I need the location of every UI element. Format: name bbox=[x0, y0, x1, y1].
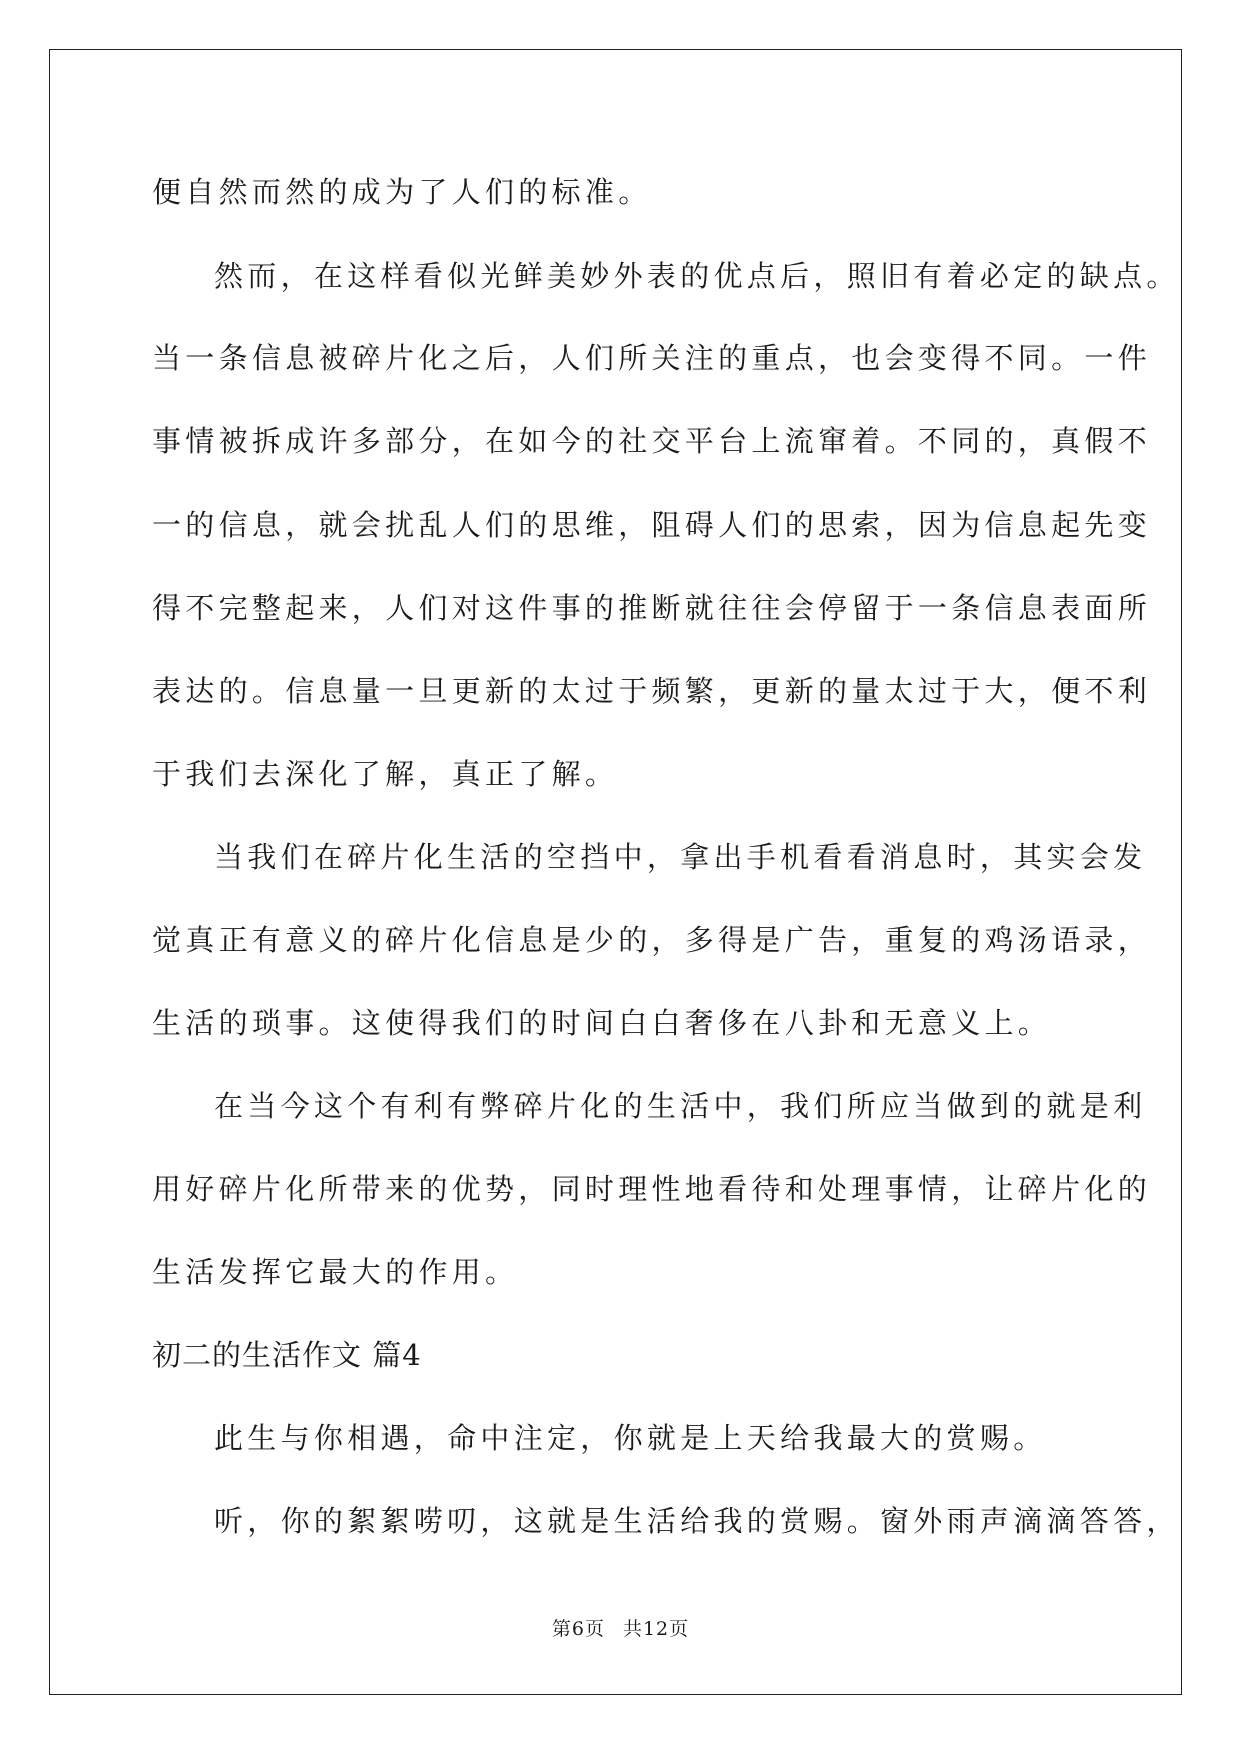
current-page: 第6页 bbox=[551, 1618, 605, 1640]
text-line: 便自然而然的成为了人们的标准。 bbox=[152, 175, 652, 209]
page-footer bbox=[0, 1617, 1241, 1641]
text-line: 事情被拆成许多部分，在如今的社交平台上流窜着。不同的，真假不 bbox=[152, 424, 1152, 458]
paragraph-start: 此生与你相遇，命中注定，你就是上天给我最大的赏赐。 bbox=[214, 1421, 1047, 1455]
text-line: 于我们去深化了解，真正了解。 bbox=[152, 757, 619, 791]
paragraph-start: 然而，在这样看似光鲜美妙外表的优点后，照旧有着必定的缺点。 bbox=[214, 259, 1180, 293]
section-heading: 初二的生活作文 篇4 bbox=[152, 1338, 422, 1372]
text-line: 当一条信息被碎片化之后，人们所关注的重点，也会变得不同。一件 bbox=[152, 341, 1152, 375]
total-pages: 共12页 bbox=[622, 1618, 690, 1640]
text-line: 生活发挥它最大的作用。 bbox=[152, 1255, 519, 1289]
text-line: 表达的。信息量一旦更新的太过于频繁，更新的量太过于大，便不利 bbox=[152, 674, 1152, 708]
paragraph-start: 当我们在碎片化生活的空挡中，拿出手机看看消息时，其实会发 bbox=[214, 840, 1147, 874]
text-line: 一的信息，就会扰乱人们的思维，阻碍人们的思索，因为信息起先变 bbox=[152, 508, 1152, 542]
text-line: 生活的琐事。这使得我们的时间白白奢侈在八卦和无意义上。 bbox=[152, 1006, 1052, 1040]
paragraph-start: 在当今这个有利有弊碎片化的生活中，我们所应当做到的就是利 bbox=[214, 1089, 1147, 1123]
paragraph-start: 听，你的絮絮唠叨，这就是生活给我的赏赐。窗外雨声滴滴答答， bbox=[214, 1504, 1180, 1538]
text-line: 觉真正有意义的碎片化信息是少的，多得是广告，重复的鸡汤语录， bbox=[152, 923, 1152, 957]
text-line: 得不完整起来，人们对这件事的推断就往往会停留于一条信息表面所 bbox=[152, 591, 1152, 625]
text-line: 用好碎片化所带来的优势，同时理性地看待和处理事情，让碎片化的 bbox=[152, 1172, 1152, 1206]
